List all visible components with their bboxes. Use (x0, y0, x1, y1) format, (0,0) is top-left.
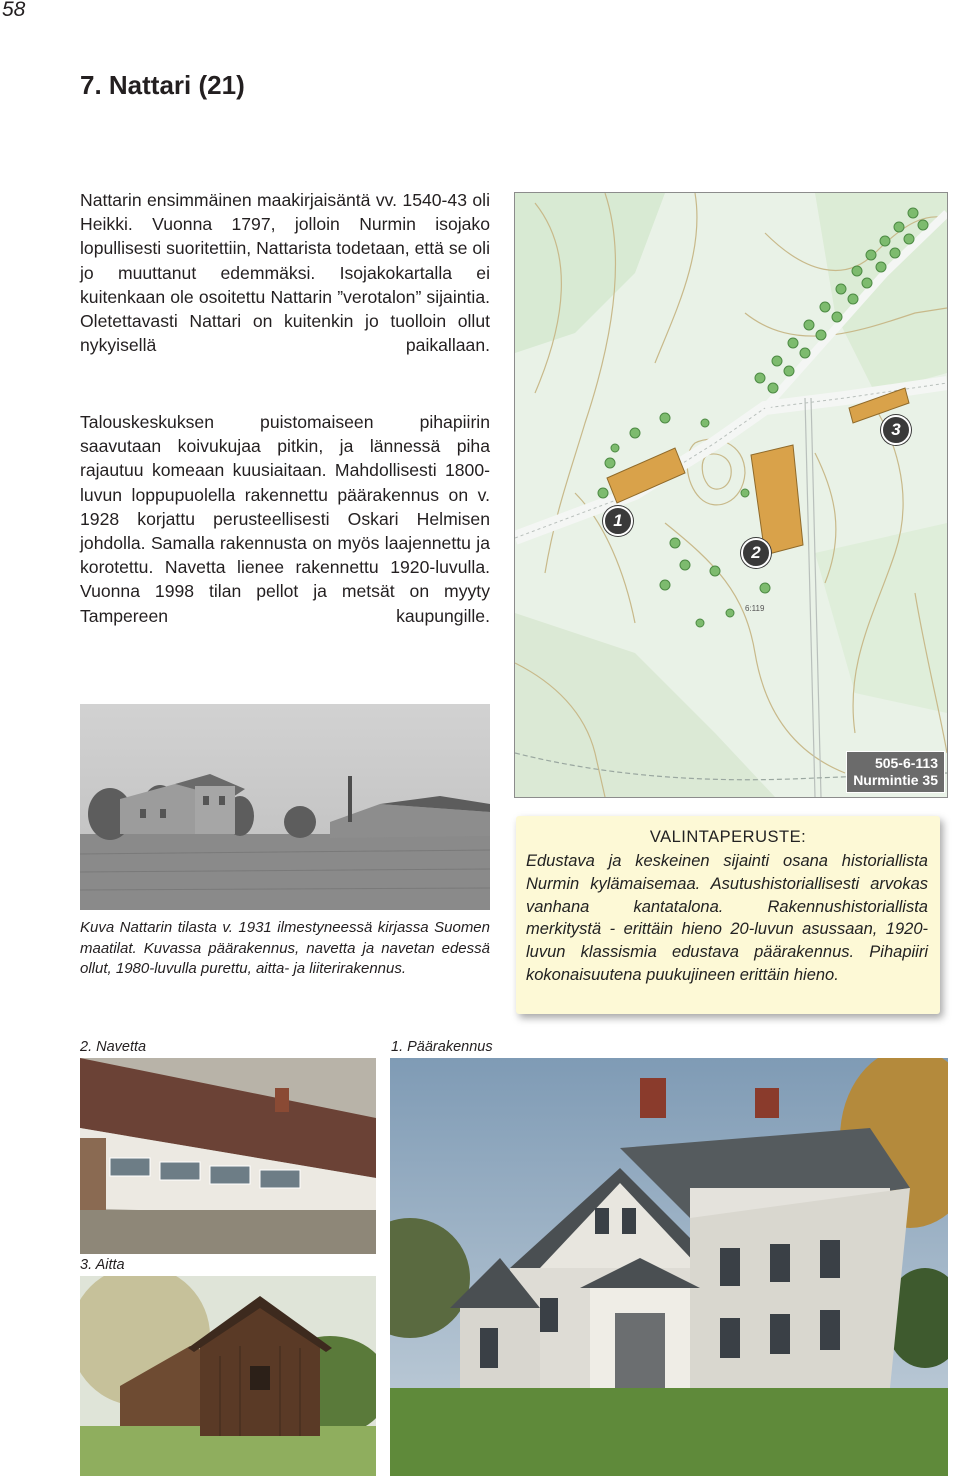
page-number: 58 (2, 0, 26, 21)
selection-criteria-box (516, 816, 940, 1014)
photo-label-aitta: 3. Aitta (80, 1257, 125, 1273)
photo-paarakennus (390, 1058, 948, 1476)
map-marker-1: 1 (603, 506, 633, 536)
property-id: 505-6-113 (874, 755, 938, 771)
historical-photo (80, 704, 490, 910)
page-title: 7. Nattari (21) (80, 70, 245, 100)
description-paragraph: Talouskeskuksen puistomaiseen pihapiirin saavutaan koivukujaa pitkin, ja lännessä piha rajautuu komeaan kuusiaitaan. Mahdollisesti 1800-luvun loppupuolella rakennettu päärakennus on v. 1928 korjattu perusteellisesti Oskari Helmisen johdolla. Samalla rakennusta on myös laajennettu ja korotettu. Navetta lienee rakennettu 1920-luvulla. Vuonna 1998 tilan pellot ja metsät on myyty Tampereen kaupungille. (80, 412, 490, 626)
photo-aitta (80, 1276, 376, 1476)
map-address-box (846, 751, 945, 793)
photo-label-paarakennus: 1. Päärakennus (391, 1039, 493, 1055)
map-drawing (515, 193, 947, 797)
selection-heading: VALINTAPERUSTE: (649, 828, 807, 846)
photo-label-navetta: 2. Navetta (80, 1039, 147, 1055)
selection-text: Edustava ja keskeinen sijainti osana historiallista Nurmin kylämaisemaa. Asutushistoriallisesti arvokas vanhana kantatalona. Rakennushistoriallista merkitystä - erittäin hieno 20-luvun asussaan, 1920-luvun klassismia edustava päärakennus. Pihapiiri kokonaisuutena puukujineen erittäin hieno. (526, 852, 928, 984)
map-marker-2: 2 (741, 538, 771, 568)
site-map (514, 192, 948, 798)
intro-paragraph: Nattarin ensimmäinen maakirjaisäntä vv. 1540-43 oli Heikki. Vuonna 1797, jolloin Nurmin isojako lopullisesti suoritettiin, Nattarista todetaan, että se oli jo muuttanut edemmäksi. Isojakokartalla ei kuitenkaan ole osoitettu Nattarin ”verotalon” sijaintia. Oletettavasti Nattari on kuitenkin jo tuolloin ollut nykyisellä paikallaan. (80, 190, 490, 356)
photo-navetta (80, 1058, 376, 1254)
address: Nurmintie 35 (853, 772, 938, 788)
parcel-label: 6:119 (745, 604, 765, 613)
historical-photo-caption: Kuva Nattarin tilasta v. 1931 ilmestyneessä kirjassa Suomen maatilat. Kuvassa päärakennus, navetta ja navetan edessä ollut, 1980-luvulla purettu, aitta- ja liiterirakennus. (80, 919, 490, 977)
map-marker-3: 3 (881, 415, 911, 445)
